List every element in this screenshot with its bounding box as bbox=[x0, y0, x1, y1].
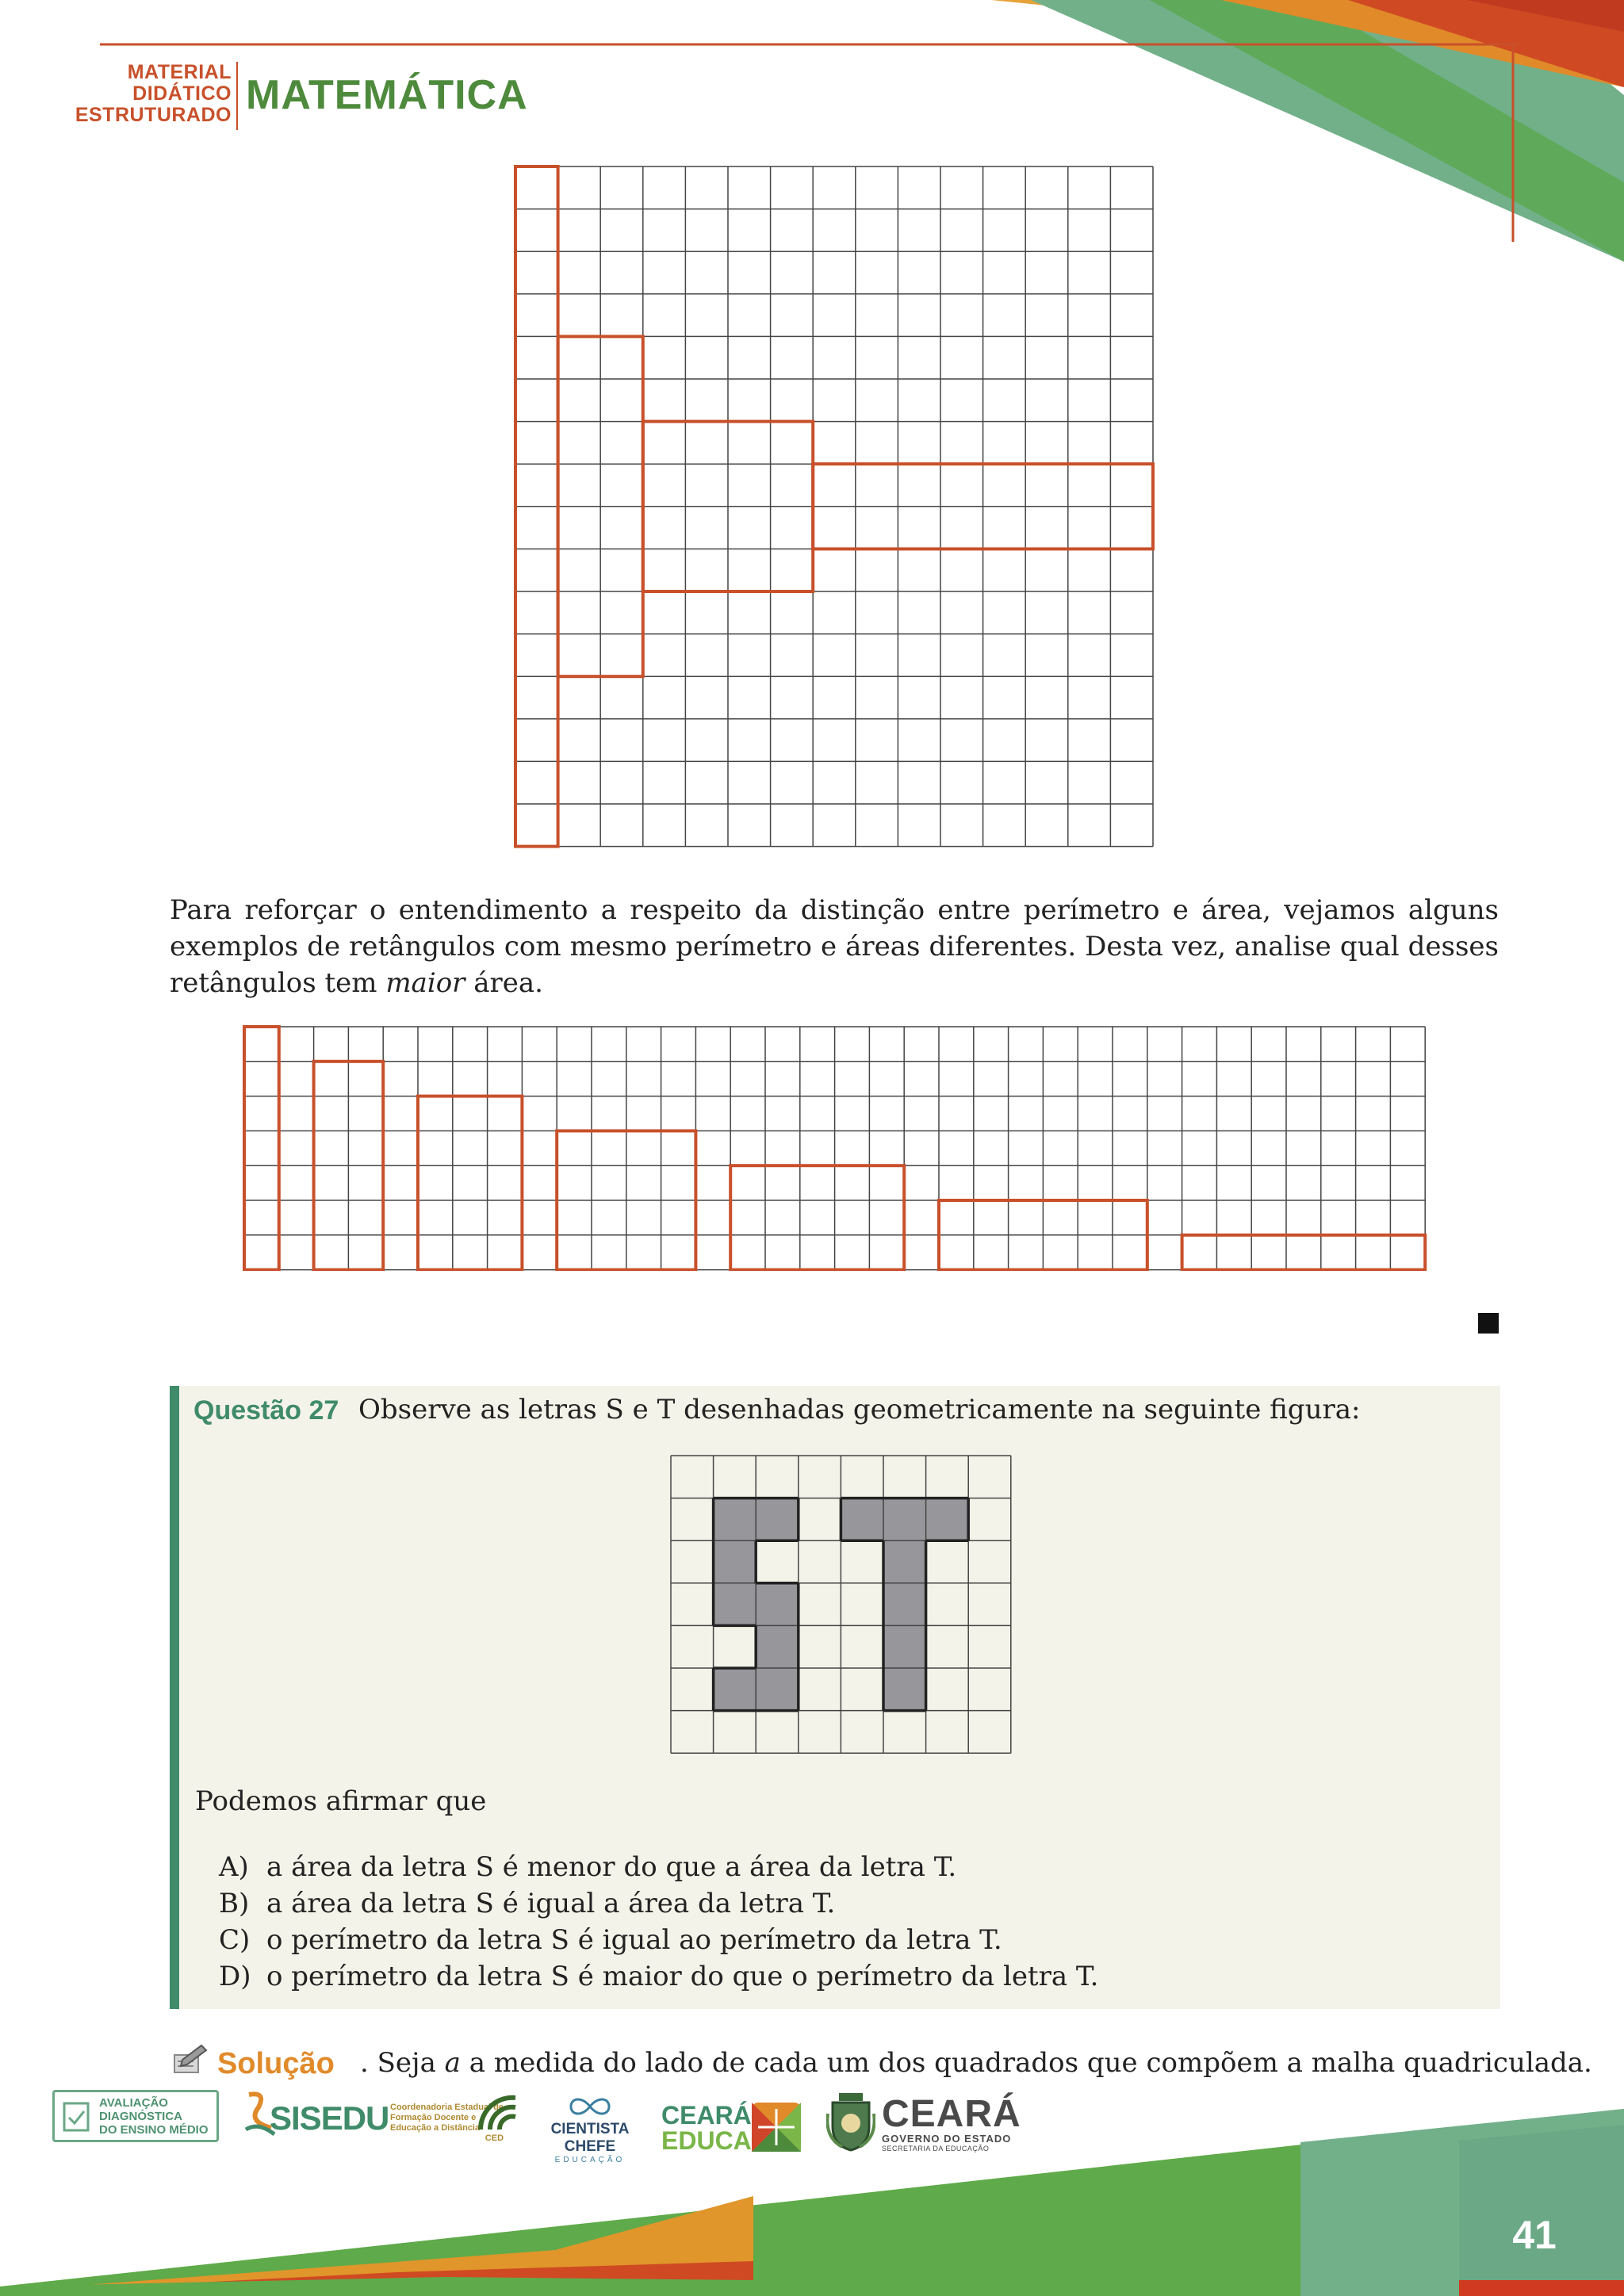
paragraph-text-end: área. bbox=[465, 967, 543, 999]
solution-text bbox=[360, 2047, 1592, 2079]
logo5-line1: CEARÁ bbox=[661, 2101, 752, 2130]
highlight-rectangle bbox=[730, 1165, 904, 1269]
paragraph-emphasis: maior bbox=[385, 967, 465, 999]
figure-letters-s-t bbox=[669, 1454, 1013, 1755]
question-prompt: Observe as letras S e T desenhadas geometricamente na seguinte figura: bbox=[358, 1394, 1361, 1425]
pencil-note-icon bbox=[171, 2044, 208, 2076]
logo3-line1: Coordenadoria Estadual de bbox=[390, 2103, 504, 2112]
figure-rectangles-equal-perimeter bbox=[243, 1025, 1427, 1271]
body-paragraph bbox=[170, 892, 1499, 1001]
letter-s-cell bbox=[756, 1583, 799, 1626]
question-label: Questão 27 bbox=[193, 1395, 339, 1425]
option-d[interactable] bbox=[219, 1958, 1098, 1995]
letter-s-cell bbox=[756, 1668, 799, 1711]
logo5-line2: EDUCA bbox=[661, 2126, 752, 2155]
option-b[interactable] bbox=[219, 1885, 835, 1922]
letter-s-cell bbox=[714, 1583, 756, 1626]
question-intro: Podemos afirmar que bbox=[195, 1785, 487, 1817]
solution-text-start: . Seja bbox=[360, 2047, 445, 2079]
letter-t-cell bbox=[841, 1498, 883, 1541]
brand-line-3: ESTRUTURADO bbox=[75, 104, 232, 126]
option-a[interactable] bbox=[219, 1849, 956, 1885]
option-text: a área da letra S é igual a área da letra T. bbox=[266, 1888, 836, 1919]
logo1-line3: DO ENSINO MÉDIO bbox=[99, 2123, 209, 2137]
logo6-line3: SECRETARIA DA EDUCAÇÃO bbox=[882, 2145, 990, 2152]
highlight-rectangle bbox=[1182, 1235, 1426, 1270]
brand-divider bbox=[236, 62, 238, 130]
logo6-line2: GOVERNO DO ESTADO bbox=[882, 2133, 1012, 2145]
solution-label: Solução bbox=[217, 2047, 335, 2080]
logo4-line1: CIENTISTA CHEFE bbox=[550, 2121, 630, 2155]
solution-variable: a bbox=[444, 2047, 461, 2079]
paragraph-text: Para reforçar o entendimento a respeito da distinção entre perímetro e área, vejamos alguns exemplos de retângulos com mesmo perímetro e áreas diferentes. Desta vez, analise qual desses retângulos tem bbox=[170, 894, 1499, 999]
letter-s-cell bbox=[756, 1498, 799, 1541]
option-text: o perímetro da letra S é igual ao perímetro da letra T. bbox=[266, 1924, 1002, 1956]
option-letter: D) bbox=[219, 1961, 251, 1992]
logo3-line3: Educação a Distância bbox=[390, 2123, 481, 2133]
solution-text-end: a medida do lado de cada um dos quadrados que compõem a malha quadriculada. bbox=[460, 2047, 1592, 2079]
logo3-line4: CED bbox=[485, 2133, 504, 2143]
logo4-line2: EDUCAÇÃO bbox=[554, 2156, 626, 2164]
letter-t-cell bbox=[883, 1668, 926, 1711]
letter-s-cell bbox=[756, 1625, 799, 1668]
letter-s-cell bbox=[714, 1668, 756, 1711]
letter-t-cell bbox=[883, 1625, 926, 1668]
highlight-rectangle bbox=[244, 1027, 279, 1270]
footer-decoration bbox=[0, 2093, 1624, 2296]
brand-line-1: MATERIAL bbox=[127, 61, 232, 83]
end-of-proof-mark bbox=[1478, 1313, 1499, 1334]
option-letter: B) bbox=[219, 1888, 250, 1919]
option-letter: A) bbox=[219, 1851, 249, 1883]
option-text: a área da letra S é menor do que a área da letra T. bbox=[266, 1851, 957, 1883]
option-text: o perímetro da letra S é maior do que o perímetro da letra T. bbox=[266, 1961, 1099, 1992]
letter-t-cell bbox=[883, 1583, 926, 1626]
letter-t-cell bbox=[926, 1498, 969, 1541]
page-number: 41 bbox=[1512, 2213, 1557, 2257]
logo6-line1: CEARÁ bbox=[882, 2093, 1021, 2135]
highlight-rectangle bbox=[418, 1096, 522, 1270]
logo1-line1: AVALIAÇÃO bbox=[99, 2096, 168, 2110]
logo1-line2: DIAGNÓSTICA bbox=[99, 2110, 182, 2123]
option-c[interactable] bbox=[219, 1922, 1002, 1958]
logo-sisedu: SISEDU bbox=[270, 2099, 389, 2137]
logo3-line2: Formação Docente e bbox=[390, 2113, 477, 2122]
option-letter: C) bbox=[219, 1924, 251, 1956]
figure-rectangles-equal-area bbox=[514, 165, 1156, 850]
brand-logo bbox=[48, 62, 232, 126]
letter-t-cell bbox=[883, 1498, 926, 1541]
brand-line-2: DIDÁTICO bbox=[132, 82, 232, 105]
subject-title: MATEMÁTICA bbox=[246, 72, 528, 118]
letter-s-cell bbox=[714, 1540, 756, 1583]
letter-t-cell bbox=[883, 1540, 926, 1583]
letter-s-cell bbox=[714, 1498, 756, 1541]
